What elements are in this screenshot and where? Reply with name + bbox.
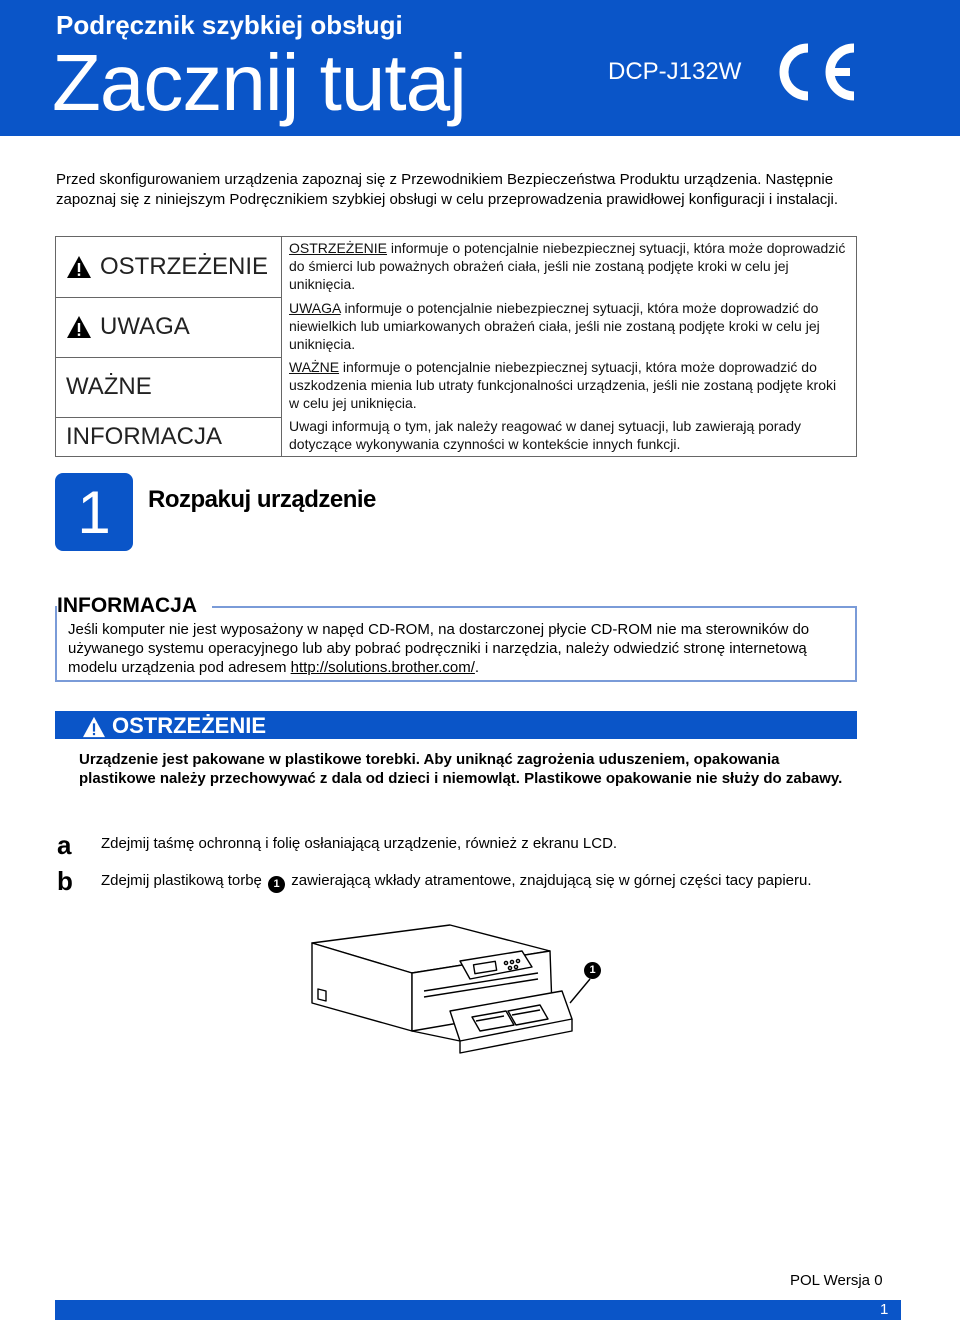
legend-term-label: INFORMACJA	[66, 423, 222, 450]
legend-terms-column	[56, 237, 282, 456]
note-top-rule	[212, 606, 856, 608]
note-text: Jeśli komputer nie jest wyposażony w napęd CD-ROM, na dostarczonej płycie CD-ROM nie ma sterowników do używanego systemu operacyjnego lub aby pobrać podręczniki i narzędzia, należy odwiedzić stronę internetową modelu urządzenia pod adresem http://solutions.brother.com/.	[68, 621, 810, 676]
legend-table	[55, 236, 857, 457]
ce-mark-icon	[774, 40, 860, 104]
substep-letter-b: b	[57, 866, 73, 896]
document-subtitle: Podręcznik szybkiej obsługi	[56, 10, 403, 40]
substep-text-a: Zdejmij taśmę ochronną i folię osłaniającą urządzenie, również z ekranu LCD.	[101, 835, 618, 852]
legend-term-label: OSTRZEŻENIE	[100, 253, 269, 280]
legend-definition-warning: OSTRZEŻENIE informuje o potencjalnie niebezpiecznej sytuacji, która może doprowadzić do śmierci lub poważnych obrażeń ciała, jeśli nie zostaną podjęte kroki w celu jej uniknięcia.	[289, 240, 846, 292]
warning-text: Urządzenie jest pakowane w plastikowe torebki. Aby uniknąć zagrożenia uduszeniem, opakowania plastikowe należy przechowywać z dala od dzieci i niemowląt. Plastikowe opakowanie nie służy do zabawy.	[79, 751, 843, 787]
printer-illustration	[300, 915, 620, 1075]
intro-text: Przed skonfigurowaniem urządzenia zapoznaj się z Przewodnikiem Bezpieczeństwa Produktu urządzenia. Następnie zapoznaj się z niniejszym Podręcznikiem szybkiej obsługi w celu przeprowadzenia prawidłowej konfiguracji i instalacji.	[56, 171, 839, 208]
page-number: 1	[880, 1301, 889, 1318]
step-title: Rozpakuj urządzenie	[148, 486, 376, 513]
model-name: DCP-J132W	[608, 58, 742, 85]
legend-term-label: UWAGA	[100, 313, 190, 340]
note-label: INFORMACJA	[57, 594, 197, 617]
legend-term-warning	[56, 237, 282, 297]
legend-definition-important: WAŻNE informuje o potencjalnie niebezpiecznej sytuacji, która może doprowadzić do uszkodzenia mienia lub utraty funkcjonalności urządzenia, jeśli nie zostaną podjęte kroki w celu jej uniknięcia.	[289, 359, 837, 411]
legend-definition-caution: UWAGA informuje o potencjalnie niebezpiecznej sytuacji, która może doprowadzić do niewielkich lub umiarkowanych obrażeń ciała, jeśli nie zostaną podjęte kroki w celu jej uniknięcia.	[289, 300, 820, 352]
warning-triangle-icon	[82, 716, 106, 738]
warning-title: OSTRZEŻENIE	[112, 713, 267, 738]
support-link[interactable]: http://solutions.brother.com/	[290, 659, 475, 676]
legend-term-note	[56, 407, 282, 467]
legend-term-label: WAŻNE	[66, 373, 152, 400]
callout-marker: 1	[268, 876, 285, 893]
footer-bar	[55, 1300, 901, 1320]
warning-triangle-icon	[66, 255, 92, 279]
caution-triangle-icon	[66, 315, 92, 339]
step-number-badge: 1	[55, 473, 133, 551]
legend-term-caution	[56, 297, 282, 357]
document-title: Zacznij tutaj	[52, 38, 466, 127]
substep-text-b: Zdejmij plastikową torbę 1 zawierającą wkłady atramentowe, znajdującą się w górnej części tacy papieru.	[101, 872, 812, 893]
substep-letter-a: a	[57, 830, 72, 860]
legend-definition-note: Uwagi informują o tym, jak należy reagować w danej sytuacji, lub zawierają porady dotyczące wykonywania czynności w kontekście innych funkcji.	[289, 418, 802, 452]
illustration-callout-marker: 1	[584, 962, 601, 979]
document-version: POL Wersja 0	[790, 1272, 883, 1289]
